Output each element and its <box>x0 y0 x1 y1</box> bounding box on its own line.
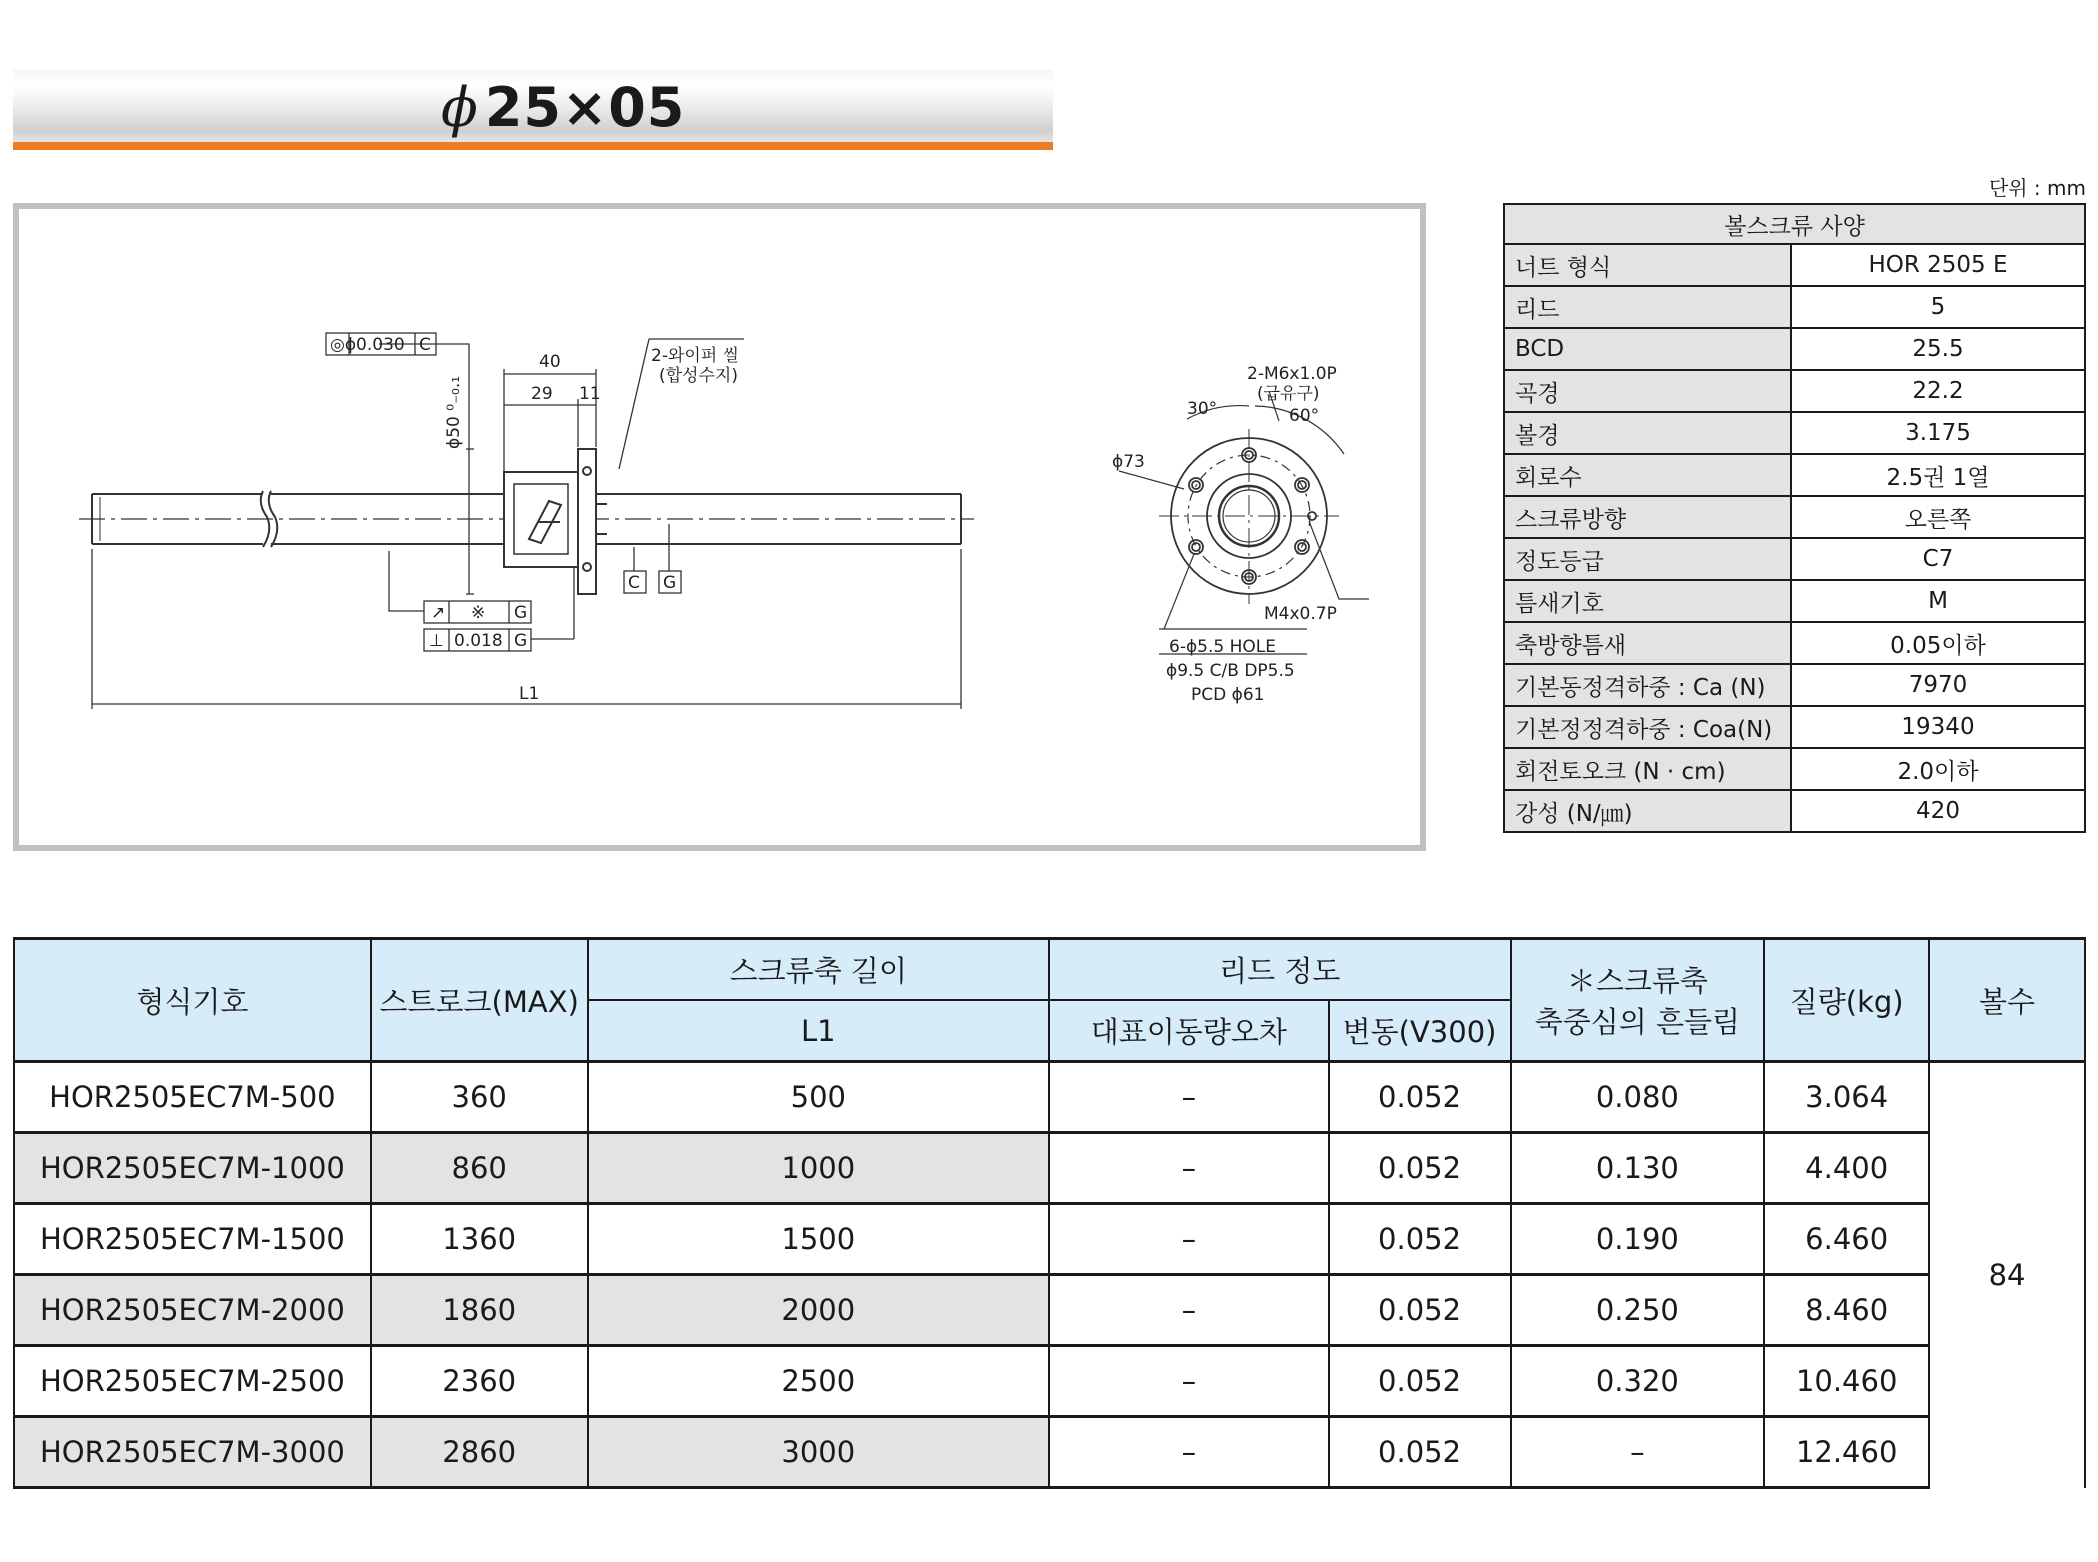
cell-lead-error: – <box>1049 1417 1329 1488</box>
hole-spec-1: 6-ϕ5.5 HOLE <box>1169 637 1276 657</box>
tap-sub-label: (급유구) <box>1257 384 1320 404</box>
table-row <box>14 1417 2085 1488</box>
cell-lead-error: – <box>1049 1346 1329 1417</box>
cell-l1: 2500 <box>588 1346 1049 1417</box>
header-balls: 볼수 <box>1929 939 2085 1062</box>
spec-row <box>1504 580 2085 622</box>
table-row <box>14 1062 2085 1133</box>
spec-key: 스크류방향 <box>1504 496 1791 538</box>
title-bar <box>13 70 1053 150</box>
dim-11: 11 <box>579 384 601 404</box>
cell-mass: 3.064 <box>1764 1062 1929 1133</box>
spec-key: 곡경 <box>1504 370 1791 412</box>
spec-key: 회전토오크 (N · cm) <box>1504 748 1791 790</box>
runout-symbol: ※ <box>471 603 486 623</box>
spec-key: 리드 <box>1504 286 1791 328</box>
spec-value: 22.2 <box>1791 370 2085 412</box>
cell-model: HOR2505EC7M-1000 <box>14 1133 371 1204</box>
perpendicularity-value: 0.018 <box>454 631 503 651</box>
tap-label: 2-M6x1.0P <box>1247 364 1337 384</box>
spec-row <box>1504 664 2085 706</box>
cell-lead-variation: 0.052 <box>1329 1133 1511 1204</box>
spec-row <box>1504 370 2085 412</box>
datum-g-label-2: G <box>514 631 528 651</box>
spec-value: 2.5권 1열 <box>1791 454 2085 496</box>
cell-l1: 3000 <box>588 1417 1049 1488</box>
cell-stroke: 2860 <box>371 1417 588 1488</box>
spec-value: 3.175 <box>1791 412 2085 454</box>
product-table <box>13 937 2086 1489</box>
angle-30: 30° <box>1187 399 1218 419</box>
cell-lead-error: – <box>1049 1204 1329 1275</box>
spec-key: 틈새기호 <box>1504 580 1791 622</box>
header-l1: L1 <box>588 1000 1049 1062</box>
spec-row <box>1504 286 2085 328</box>
table-row <box>14 1133 2085 1204</box>
spec-value: 420 <box>1791 790 2085 832</box>
spec-key: 회로수 <box>1504 454 1791 496</box>
spec-value: M <box>1791 580 2085 622</box>
m4-tap-label: M4x0.7P <box>1264 604 1337 624</box>
header-length: 스크류축 길이 <box>588 939 1049 1001</box>
cell-stroke: 1860 <box>371 1275 588 1346</box>
header-runout-line2: 축중심의 흔들림 <box>1534 1005 1741 1039</box>
cell-mass: 4.400 <box>1764 1133 1929 1204</box>
spec-key: 볼경 <box>1504 412 1791 454</box>
cell-lead-variation: 0.052 <box>1329 1417 1511 1488</box>
spec-row <box>1504 622 2085 664</box>
cell-model: HOR2505EC7M-1500 <box>14 1204 371 1275</box>
spec-key: 기본정정격하중 : Coa(N) <box>1504 706 1791 748</box>
header-lead-error: 대표이동량오차 <box>1049 1000 1329 1062</box>
cell-lead-error: – <box>1049 1275 1329 1346</box>
spec-row <box>1504 328 2085 370</box>
dim-29: 29 <box>531 384 553 404</box>
cell-lead-error: – <box>1049 1062 1329 1133</box>
spec-value: 25.5 <box>1791 328 2085 370</box>
cell-runout: – <box>1511 1417 1765 1488</box>
table-row <box>14 1275 2085 1346</box>
cell-lead-variation: 0.052 <box>1329 1062 1511 1133</box>
header-lead-variation: 변동(V300) <box>1329 1000 1511 1062</box>
cell-balls: 84 <box>1929 1062 2085 1488</box>
spec-key: BCD <box>1504 328 1791 370</box>
cell-lead-variation: 0.052 <box>1329 1346 1511 1417</box>
cell-l1: 2000 <box>588 1275 1049 1346</box>
spec-row <box>1504 706 2085 748</box>
cell-runout: 0.320 <box>1511 1346 1765 1417</box>
l1-dim: L1 <box>519 684 540 704</box>
datum-c-label: C <box>419 335 431 355</box>
cell-mass: 10.460 <box>1764 1346 1929 1417</box>
title-size: 25×05 <box>484 76 686 139</box>
pcd-label: PCD ϕ61 <box>1191 685 1265 705</box>
spec-key: 너트 형식 <box>1504 244 1791 286</box>
header-lead: 리드 정도 <box>1049 939 1510 1001</box>
nut-body <box>504 449 607 594</box>
cell-mass: 6.460 <box>1764 1204 1929 1275</box>
title-phi-symbol: ϕ <box>441 76 479 139</box>
cell-runout: 0.080 <box>1511 1062 1765 1133</box>
dim-40: 40 <box>539 352 561 372</box>
cell-model: HOR2505EC7M-3000 <box>14 1417 371 1488</box>
cell-l1: 1500 <box>588 1204 1049 1275</box>
cell-mass: 8.460 <box>1764 1275 1929 1346</box>
spec-value: 7970 <box>1791 664 2085 706</box>
spec-row <box>1504 748 2085 790</box>
runout-icon: ↗ <box>431 603 446 623</box>
coaxiality-callout: ◎ϕ0.030 <box>330 335 405 355</box>
technical-drawing <box>13 203 1426 851</box>
spec-table-header: 볼스크류 사양 <box>1504 204 2085 244</box>
cell-lead-variation: 0.052 <box>1329 1204 1511 1275</box>
page-title <box>441 76 685 139</box>
spec-row <box>1504 244 2085 286</box>
cell-lead-error: – <box>1049 1133 1329 1204</box>
spec-value: 0.05이하 <box>1791 622 2085 664</box>
cell-runout: 0.190 <box>1511 1204 1765 1275</box>
hole-spec-2: ϕ9.5 C/B DP5.5 <box>1166 661 1295 681</box>
wiper-seal-label: 2-와이퍼 씰 <box>651 346 740 366</box>
table-row <box>14 1204 2085 1275</box>
spec-row <box>1504 454 2085 496</box>
cell-model: HOR2505EC7M-500 <box>14 1062 371 1133</box>
header-mass: 질량(kg) <box>1764 939 1929 1062</box>
spec-value: 5 <box>1791 286 2085 328</box>
cell-model: HOR2505EC7M-2000 <box>14 1275 371 1346</box>
spec-value: HOR 2505 E <box>1791 244 2085 286</box>
phi73-dim: ϕ73 <box>1112 452 1145 472</box>
datum-g-label-1: G <box>514 603 528 623</box>
cell-stroke: 360 <box>371 1062 588 1133</box>
cell-stroke: 860 <box>371 1133 588 1204</box>
header-model: 형식기호 <box>14 939 371 1062</box>
angle-60: 60° <box>1289 406 1320 426</box>
spec-value: 19340 <box>1791 706 2085 748</box>
cell-l1: 500 <box>588 1062 1049 1133</box>
spec-key: 기본동정격하중 : Ca (N) <box>1504 664 1791 706</box>
spec-value: C7 <box>1791 538 2085 580</box>
cell-lead-variation: 0.052 <box>1329 1275 1511 1346</box>
cell-l1: 1000 <box>588 1133 1049 1204</box>
spec-row <box>1504 412 2085 454</box>
table-row <box>14 1346 2085 1417</box>
spec-row <box>1504 538 2085 580</box>
cell-mass: 12.460 <box>1764 1417 1929 1488</box>
cell-model: HOR2505EC7M-2500 <box>14 1346 371 1417</box>
cell-runout: 0.250 <box>1511 1275 1765 1346</box>
cell-stroke: 2360 <box>371 1346 588 1417</box>
spec-key: 정도등급 <box>1504 538 1791 580</box>
spec-row <box>1504 790 2085 832</box>
header-stroke: 스트로크(MAX) <box>371 939 588 1062</box>
spec-key: 축방향틈새 <box>1504 622 1791 664</box>
perpendicular-icon: ⊥ <box>429 631 444 651</box>
spec-table <box>1503 203 2086 833</box>
wiper-seal-sub: (합성수지) <box>659 366 738 386</box>
header-runout <box>1511 939 1765 1062</box>
spec-value: 2.0이하 <box>1791 748 2085 790</box>
unit-label: 단위 : mm <box>1988 176 2086 200</box>
spec-key: 강성 (N/㎛) <box>1504 790 1791 832</box>
datum-g-box: G <box>663 573 677 593</box>
cell-stroke: 1360 <box>371 1204 588 1275</box>
spec-row <box>1504 496 2085 538</box>
cell-runout: 0.130 <box>1511 1133 1765 1204</box>
datum-c-box: C <box>628 573 640 593</box>
header-runout-line1: ＊스크류축 <box>1566 964 1708 998</box>
phi50-dim: ϕ50 ⁰₋₀.₁ <box>444 375 464 449</box>
spec-value: 오른쪽 <box>1791 496 2085 538</box>
